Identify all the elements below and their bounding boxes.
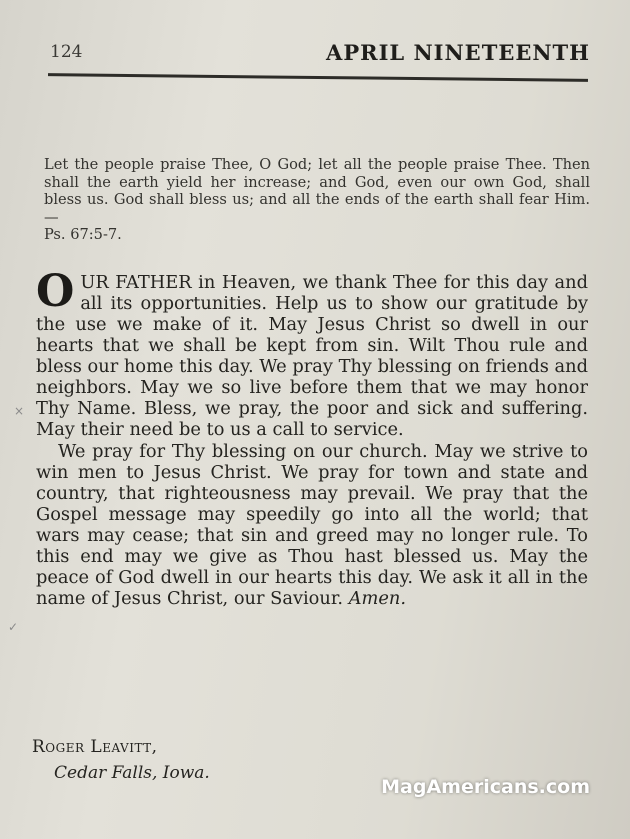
header-rule [48, 73, 588, 82]
author-name: Roger Leavitt, [32, 737, 158, 757]
margin-mark-icon: × [14, 404, 25, 418]
verse-text: Let the people praise Thee, O God; let all the people praise Thee. Then shall the earth yield her increase; and God, even our own God, shall bless us. God shall bless us; and all the ends of the earth shall fear Him.— [44, 156, 590, 226]
prayer-body [36, 266, 588, 609]
watermark: MagAmericans.com [381, 776, 590, 798]
verse-reference: Ps. 67:5-7. [44, 226, 122, 243]
prayer-paragraph-2-text: We pray for Thy blessing on our church. May we strive to win men to Jesus Christ. We pray for town and state and country, that righteousness may prevail. We pray that the Gospel message may speedily go into all the world; that wars may cease; that sin and greed may no longer rule. To this end may we give as Thou hast blessed us. May the peace of God dwell in our hearts this day. We ask it all in the name of Jesus Christ, our Saviour. [36, 441, 588, 609]
author-signature [32, 734, 210, 786]
prayer-paragraph-1-text: UR FATHER in Heaven, we thank Thee for this day and all its opportunities. Help us to show our gratitude by the use we make of it. May Jesus Christ so dwell in our hearts that we shall be kept from sin. Wilt Thou rule and bless our home this day. We pray Thy blessing on friends and neighbors. May we so live before them that we may honor Thy Name. Bless, we pray, the poor and sick and suffering. May their need be to us a call to service. [36, 272, 588, 440]
scripture-verse [44, 156, 590, 244]
prayer-paragraph-1 [36, 266, 588, 440]
page-title: APRIL NINETEENTH [326, 40, 590, 65]
page-number: 124 [50, 42, 83, 62]
page-header [50, 42, 590, 72]
prayer-paragraph-2 [36, 441, 588, 609]
author-place: Cedar Falls, Iowa. [54, 763, 210, 783]
margin-check-icon: ✓ [8, 620, 19, 634]
drop-cap: O [36, 266, 75, 317]
prayer-closing: Amen. [348, 588, 407, 609]
